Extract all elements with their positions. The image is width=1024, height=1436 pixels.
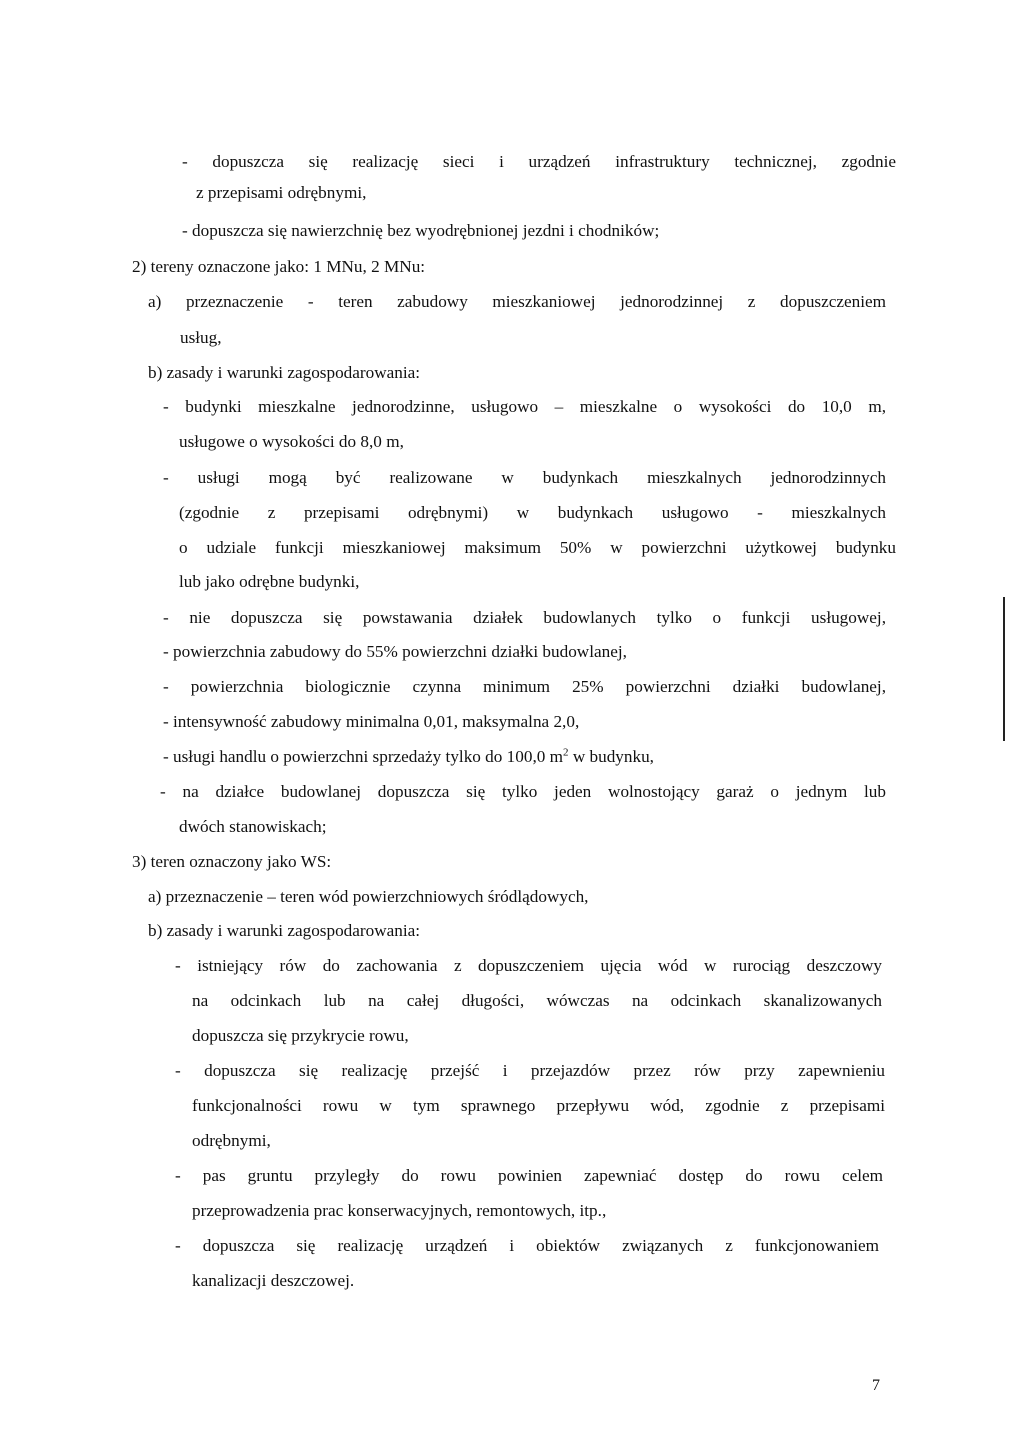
text-line: na odcinkach lub na całej długości, wówczas na odcinkach skanalizowanych <box>192 991 882 1010</box>
text-line: - pas gruntu przyległy do rowu powinien zapewniać dostęp do rowu celem <box>175 1166 883 1185</box>
text-line: - nie dopuszcza się powstawania działek budowlanych tylko o funkcji usługowej, <box>163 608 886 627</box>
text-line: o udziale funkcji mieszkaniowej maksimum 50% w powierzchni użytkowej budynku <box>179 538 896 557</box>
text-line-part: - usługi handlu o powierzchni sprzedaży tylko do 100,0 m <box>163 747 564 766</box>
text-line: a) przeznaczenie - teren zabudowy mieszkaniowej jednorodzinnej z dopuszczeniem <box>148 292 886 311</box>
text-line: odrębnymi, <box>192 1131 271 1150</box>
text-line: - dopuszcza się nawierzchnię bez wyodrębnionej jezdni i chodników; <box>182 221 660 240</box>
text-line: - dopuszcza się realizację urządzeń i obiektów związanych z funkcjonowaniem <box>175 1236 879 1255</box>
text-line: usługowe o wysokości do 8,0 m, <box>179 432 404 451</box>
text-line: lub jako odrębne budynki, <box>179 572 360 591</box>
text-line: 3) teren oznaczony jako WS: <box>132 852 332 871</box>
text-line: (zgodnie z przepisami odrębnymi) w budynkach usługowo - mieszkalnych <box>179 503 886 522</box>
text-line: 2) tereny oznaczone jako: 1 MNu, 2 MNu: <box>132 257 426 276</box>
text-line: kanalizacji deszczowej. <box>192 1271 355 1290</box>
text-line: a) przeznaczenie – teren wód powierzchniowych śródlądowych, <box>148 887 589 906</box>
text-line: - na działce budowlanej dopuszcza się tylko jeden wolnostojący garaż o jednym lub <box>160 782 886 801</box>
text-line: funkcjonalności rowu w tym sprawnego przepływu wód, zgodnie z przepisami <box>192 1096 885 1115</box>
text-line: - budynki mieszkalne jednorodzinne, usługowo – mieszkalne o wysokości do 10,0 m, <box>163 397 886 416</box>
text-line: - intensywność zabudowy minimalna 0,01, maksymalna 2,0, <box>163 712 580 731</box>
margin-rule <box>1003 597 1005 741</box>
text-line-part: w budynku, <box>568 747 654 766</box>
text-line: dwóch stanowiskach; <box>179 817 327 836</box>
text-line: - powierzchnia biologicznie czynna minimum 25% powierzchni działki budowlanej, <box>163 677 886 696</box>
text-line: - usługi mogą być realizowane w budynkach mieszkalnych jednorodzinnych <box>163 468 886 487</box>
text-line: z przepisami odrębnymi, <box>196 183 367 202</box>
text-line: - dopuszcza się realizację przejść i przejazdów przez rów przy zapewnieniu <box>175 1061 885 1080</box>
text-line: - dopuszcza się realizację sieci i urządzeń infrastruktury technicznej, zgodnie <box>182 152 896 171</box>
text-line: b) zasady i warunki zagospodarowania: <box>148 921 421 940</box>
page-number: 7 <box>872 1377 880 1394</box>
text-line <box>163 746 654 768</box>
text-line: b) zasady i warunki zagospodarowania: <box>148 363 421 382</box>
text-line: dopuszcza się przykrycie rowu, <box>192 1026 409 1045</box>
text-line: - powierzchnia zabudowy do 55% powierzchni działki budowlanej, <box>163 642 627 661</box>
superscript: 2 <box>563 746 569 759</box>
text-line: - istniejący rów do zachowania z dopuszczeniem ujęcia wód w rurociąg deszczowy <box>175 956 882 975</box>
text-line: przeprowadzenia prac konserwacyjnych, remontowych, itp., <box>192 1201 607 1220</box>
text-line: usług, <box>180 328 222 347</box>
